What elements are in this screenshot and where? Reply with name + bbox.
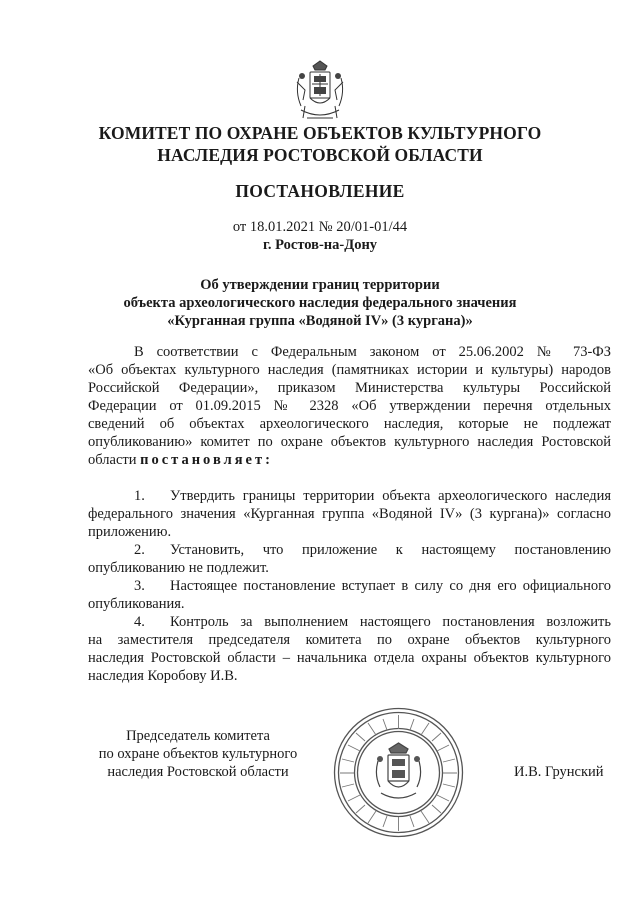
preamble-line: Федерации от 01.09.2015 № 2328 «Об утверждении перечня отдельных	[88, 398, 611, 414]
official-seal-icon	[331, 705, 466, 840]
list-item-number: 3.	[134, 578, 145, 594]
preamble-last-line	[88, 451, 611, 469]
coat-of-arms-icon	[291, 60, 349, 126]
list-item-line: на заместителя председателя комитета по охране объектов культурного	[88, 632, 611, 648]
list-item-text: Настоящее постановление вступает в силу со дня его официального	[170, 578, 611, 594]
subject-line2: объекта археологического наследия федерального значения	[123, 295, 517, 311]
list-item-number: 2.	[134, 542, 145, 558]
list-item-2-first	[134, 541, 611, 559]
resolves-word: постановляет:	[140, 452, 273, 468]
list-item-line: федерального значения «Курганная группа «Водяной IV» (3 кургана)» согласно	[88, 506, 611, 522]
signatory-title	[88, 727, 308, 781]
org-name-line1: КОМИТЕТ ПО ОХРАНЕ ОБЪЕКТОВ КУЛЬТУРНОГО	[98, 123, 542, 143]
list-item-4-first	[134, 613, 611, 631]
list-item-last-line: опубликования.	[88, 596, 185, 612]
preamble-line: «Об объектах культурного наследия (памятниках истории и культуры) народов	[88, 362, 611, 378]
document-type: ПОСТАНОВЛЕНИЕ	[235, 181, 405, 201]
list-item-number: 4.	[134, 614, 145, 630]
org-name-line2: НАСЛЕДИЯ РОСТОВСКОЙ ОБЛАСТИ	[157, 145, 483, 165]
list-item-number: 1.	[134, 488, 145, 504]
preamble-line: Российской Федерации», приказом Министерства культуры Российской	[88, 380, 611, 396]
list-item-line: наследия Ростовской области – начальника отдела охраны объектов культурного	[88, 650, 611, 666]
list-item-last-line: приложению.	[88, 524, 172, 540]
preamble-line: сведений об объектах археологического наследия, которые не подлежат	[88, 416, 611, 432]
list-item-text: Контроль за выполнением настоящего постановления возложить	[170, 614, 611, 630]
list-item-1-first	[134, 487, 611, 505]
preamble-line: В соответствии с Федеральным законом от 25.06.2002 № 73-ФЗ	[134, 344, 611, 360]
list-item-3-first	[134, 577, 611, 595]
list-item-text: Установить, что приложение к настоящему постановлению	[170, 542, 611, 558]
list-item-last-line: опубликованию не подлежит.	[88, 560, 269, 576]
preamble-last-prefix: области	[88, 452, 137, 468]
subject-line3: «Курганная группа «Водяной IV» (3 кургана)»	[167, 313, 473, 329]
preamble-line: опубликованию» комитет по охране объектов культурного наследия Ростовской	[88, 434, 611, 450]
subject-line1: Об утверждении границ территории	[200, 277, 440, 293]
signatory-title-line: наследия Ростовской области	[107, 764, 289, 780]
signatory-name: И.В. Грунский	[514, 764, 604, 780]
signatory-title-line: Председатель комитета	[126, 728, 270, 744]
date-number: от 18.01.2021 № 20/01-01/44	[232, 219, 408, 235]
city: г. Ростов-на-Дону	[262, 237, 378, 253]
list-item-last-line: наследия Коробову И.В.	[88, 668, 238, 684]
signatory-title-line: по охране объектов культурного	[98, 746, 298, 762]
list-item-text: Утвердить границы территории объекта археологического наследия	[170, 488, 611, 504]
